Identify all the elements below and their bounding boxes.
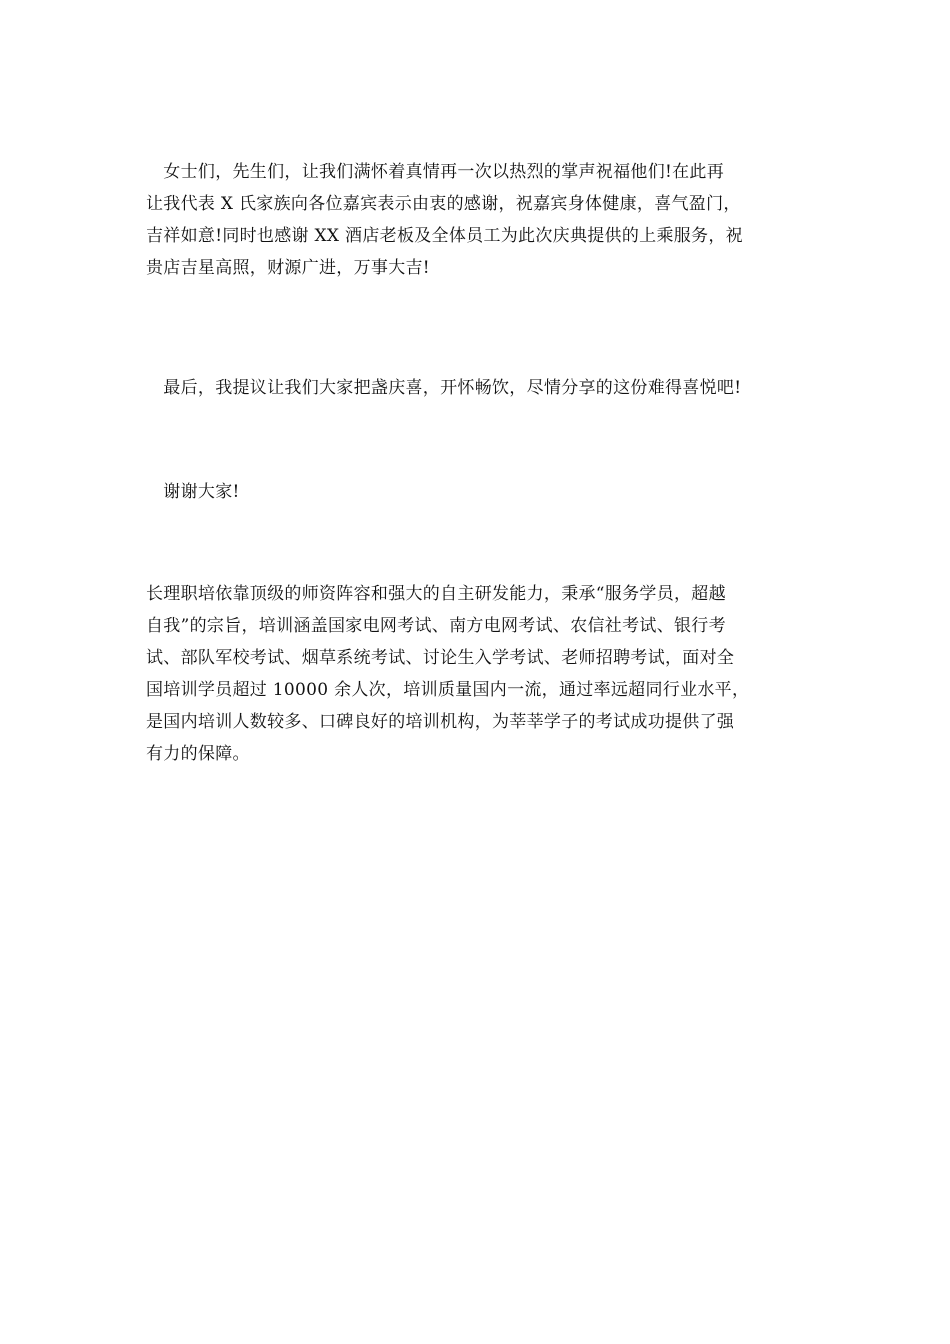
text-line: 女士们，先生们，让我们满怀着真情再一次以热烈的掌声祝福他们!在此再 xyxy=(146,162,725,182)
text-line: 吉祥如意!同时也感谢 XX 酒店老板及全体员工为此次庆典提供的上乘服务，祝 xyxy=(146,226,743,246)
text-line: 最后，我提议让我们大家把盏庆喜，开怀畅饮，尽情分享的这份难得喜悦吧! xyxy=(146,378,742,398)
text-line: 谢谢大家! xyxy=(146,482,240,502)
text-line: 贵店吉星高照，财源广进，万事大吉! xyxy=(146,258,430,278)
text-line: 让我代表 X 氏家族向各位嘉宾表示由衷的感谢，祝嘉宾身体健康，喜气盈门， xyxy=(146,194,741,214)
text-line: 自我”的宗旨，培训涵盖国家电网考试、南方电网考试、农信社考试、银行考 xyxy=(146,616,726,636)
paragraph-closing-toast xyxy=(146,156,836,284)
text-line: 是国内培训人数较多、口碑良好的培训机构，为莘莘学子的考试成功提供了强 xyxy=(146,712,735,732)
paragraph-thanks xyxy=(146,476,836,508)
text-line: 国培训学员超过 10000 余人次，培训质量国内一流，通过率远超同行业水平， xyxy=(146,680,750,700)
text-line: 有力的保障。 xyxy=(146,744,250,764)
text-line: 试、部队军校考试、烟草系统考试、讨论生入学考试、老师招聘考试，面对全 xyxy=(146,648,735,668)
paragraph-final-proposal xyxy=(146,372,836,404)
text-line: 长理职培依靠顶级的师资阵容和强大的自主研发能力，秉承“服务学员，超越 xyxy=(146,584,726,604)
paragraph-promotion xyxy=(146,578,836,770)
